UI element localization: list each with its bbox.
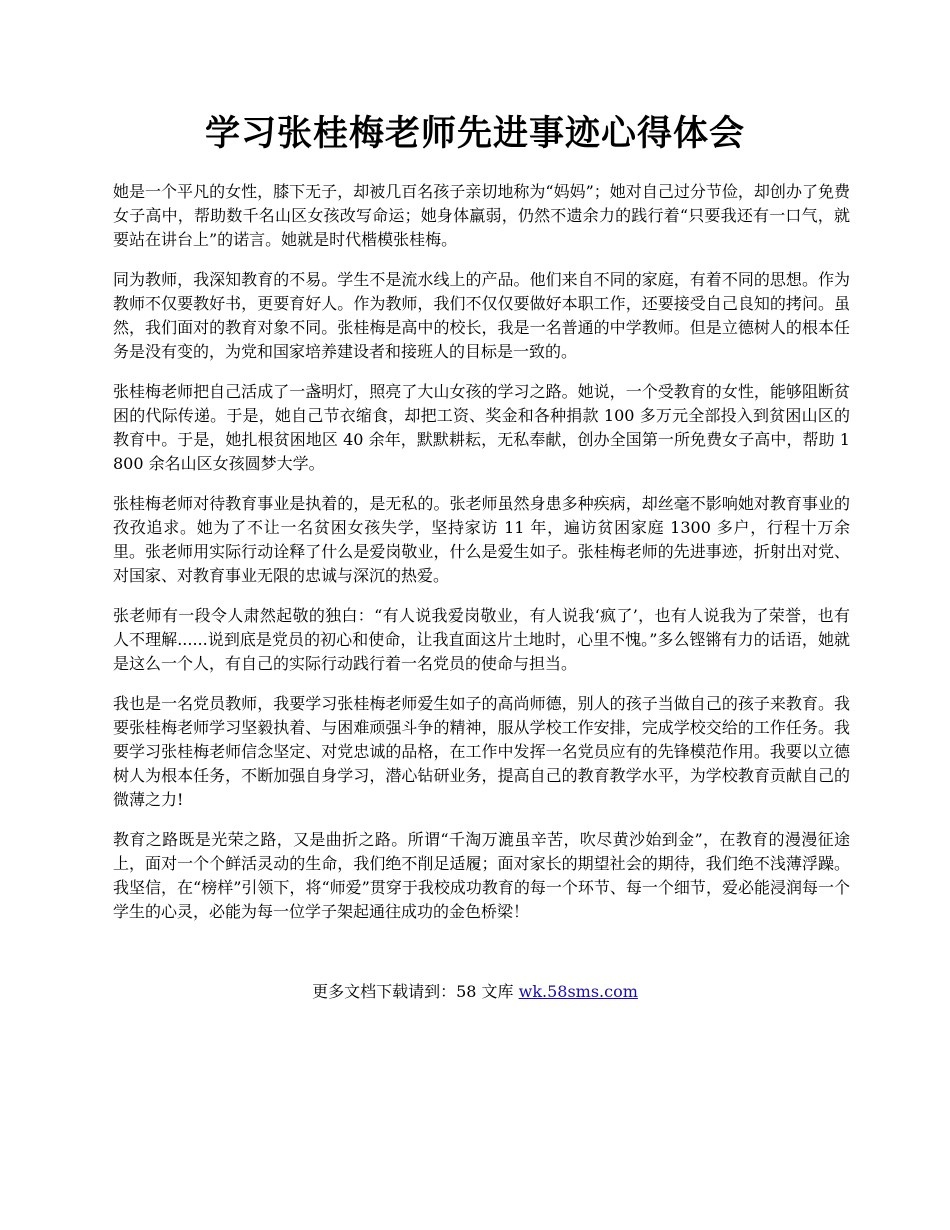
footer-text: 更多文档下载请到：58 文库 xyxy=(312,982,519,1001)
paragraph-4: 张桂梅老师对待教育事业是执着的，是无私的。张老师虽然身患多种疾病，却丝毫不影响她对教育事业的孜孜追求。她为了不让一名贫困女孩失学，坚持家访 11 年，遍访贫困家庭 1300 多户，行程十万余里。张老师用实际行动诠释了什么是爱岗敬业，什么是爱生如子。张桂梅老师的先进事迹，折射出对党、对国家、对教育事业无限的忠诚与深沉的热爱。 xyxy=(113,494,850,585)
paragraph-6: 我也是一名党员教师，我要学习张桂梅老师爱生如子的高尚师德，别人的孩子当做自己的孩子来教育。我要张桂梅老师学习坚毅执着、与困难顽强斗争的精神，服从学校工作安排，完成学校交给的工作任务。我要学习张桂梅老师信念坚定、对党忠诚的品格，在工作中发挥一名党员应有的先锋模范作用。我要以立德树人为根本任务，不断加强自身学习，潜心钻研业务，提高自己的教育教学水平，为学校教育贡献自己的微薄之力! xyxy=(113,694,850,809)
footer xyxy=(0,980,950,1004)
paragraph-2: 同为教师，我深知教育的不易。学生不是流水线上的产品。他们来自不同的家庭，有着不同的思想。作为教师不仅要教好书，更要育好人。作为教师，我们不仅仅要做好本职工作，还要接受自己良知的拷问。虽然，我们面对的教育对象不同。张桂梅是高中的校长，我是一名普通的中学教师。但是立德树人的根本任务是没有变的，为党和国家培养建设者和接班人的目标是一致的。 xyxy=(113,270,850,361)
paragraph-5: 张老师有一段令人肃然起敬的独白：“有人说我爱岗敬业，有人说我‘疯了’，也有人说我为了荣誉，也有人不理解......说到底是党员的初心和使命，让我直面这片土地时，心里不愧。”多么铿锵有力的话语，她就是这么一个人，有自己的实际行动践行着一名党员的使命与担当。 xyxy=(113,606,850,673)
paragraph-1: 她是一个平凡的女性，膝下无子，却被几百名孩子亲切地称为“妈妈”；她对自己过分节俭，却创办了免费女子高中，帮助数千名山区女孩改写命运；她身体羸弱，仍然不遗余力的践行着“只要我还有一口气，就要站在讲台上”的诺言。她就是时代楷模张桂梅。 xyxy=(113,182,850,249)
page-title: 学习张桂梅老师先进事迹心得体会 xyxy=(204,114,745,154)
document-body xyxy=(113,180,850,940)
footer-link[interactable]: wk.58sms.com xyxy=(518,982,638,1001)
paragraph-3: 张桂梅老师把自己活成了一盏明灯，照亮了大山女孩的学习之路。她说，一个受教育的女性，能够阻断贫困的代际传递。于是，她自己节衣缩食，却把工资、奖金和各种捐款 100 多万元全部投入到贫困山区的教育中。于是，她扎根贫困地区 40 余年，默默耕耘，无私奉献，创办全国第一所免费女子高中，帮助 1800 余名山区女孩圆梦大学。 xyxy=(113,382,850,473)
paragraph-7: 教育之路既是光荣之路，又是曲折之路。所谓“千淘万漉虽辛苦，吹尽黄沙始到金”，在教育的漫漫征途上，面对一个个鲜活灵动的生命，我们绝不削足适履；面对家长的期望社会的期待，我们绝不浅薄浮躁。我坚信，在“榜样”引领下，将“师爱”贯穿于我校成功教育的每一个环节、每一个细节，爱必能浸润每一个学生的心灵，必能为每一位学子架起通往成功的金色桥梁！ xyxy=(113,830,850,921)
